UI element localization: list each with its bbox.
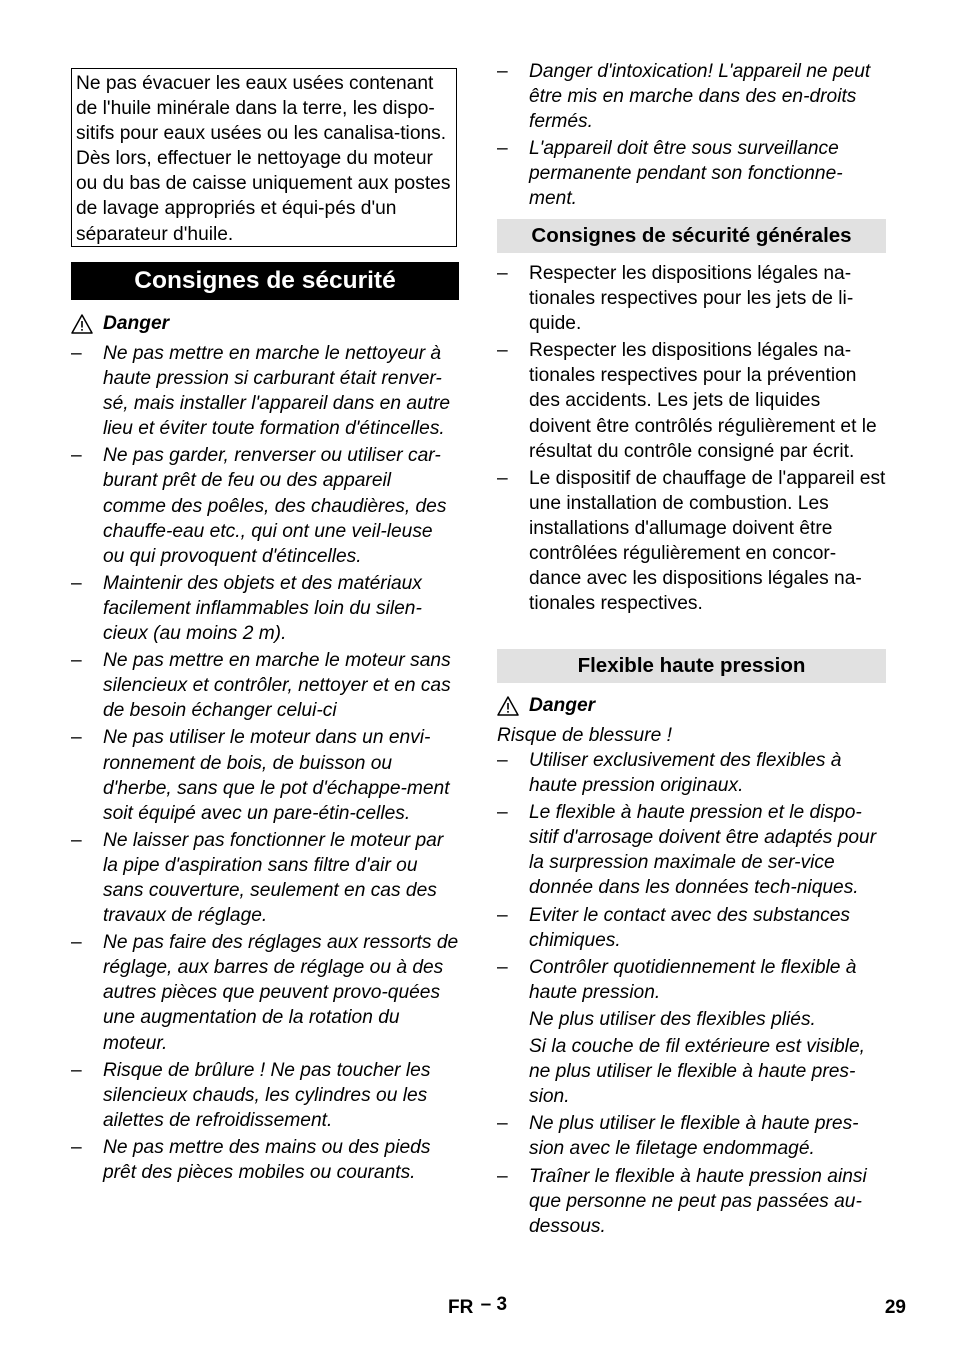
- list-item: – Ne pas utiliser le moteur dans un envi-ronnement de bois, de buisson ou d'herbe, sans que le pot d'échappe-ment soit équipé avec un pare-étin-celles.: [71, 727, 450, 824]
- list-item: – Le dispositif de chauffage de l'appareil est une installation de combustion. Les installations d'allumage doivent être contrôlées régulièrement en concor-dance avec les dispositions légales na-tionales respectives.: [497, 467, 886, 615]
- list-item: – Ne pas faire des réglages aux ressorts de réglage, aux barres de réglage ou à des autres pièces que peuvent provo-quées une augmentation de la rotation du moteur.: [71, 932, 459, 1054]
- list-item: – Risque de brûlure ! Ne pas toucher les silencieux chauds, les cylindres ou les ailettes de refroidissement.: [71, 1059, 431, 1131]
- general-safety-list: [497, 261, 886, 618]
- environment-notice-box: [71, 68, 457, 247]
- danger-label: [497, 694, 595, 718]
- safety-list: [71, 341, 459, 1187]
- list-item: – Ne pas mettre des mains ou des pieds prêt des pièces mobiles ou courants.: [71, 1136, 431, 1183]
- page-number: 29: [884, 1297, 906, 1318]
- list-item: – Contrôler quotidiennement le flexible à haute pression. Ne plus utiliser des flexibles pliés. Si la couche de fil extérieure est visible, ne plus utiliser le flexible à haute pres-sion.: [497, 955, 886, 1110]
- list-item: – Ne pas mettre en marche le moteur sans silencieux et contrôler, nettoyer et en cas de besoin échanger celui-ci: [71, 650, 451, 722]
- section-title-safety: Consignes de sécurité: [71, 262, 459, 300]
- list-item: – Le flexible à haute pression et le dispo-sitif d'arrosage doivent être adaptés pour la surpression maximale de ser-vice donnée dans les données tech-niques.: [497, 802, 877, 899]
- list-item: – Utiliser exclusivement des flexibles à haute pression originaux.: [497, 750, 842, 797]
- list-item: – Ne pas mettre en marche le nettoyeur à haute pression si carburant était renver-sé, mais installer l'appareil dans en autre lieu et éviter toute formation d'étincelles.: [71, 343, 451, 440]
- warning-triangle-icon: [497, 696, 519, 716]
- list-item: – Respecter les dispositions légales na-tionales respectives pour la prévention des accidents. Les jets de liquides doivent être contrôlés régulièrement et le résultat du contrôle consigné par écrit.: [497, 340, 877, 462]
- injury-risk-text: Risque de blessure !: [497, 725, 672, 746]
- list-item: – Ne pas garder, renverser ou utiliser car-burant prêt de feu ou des appareil comme des poêles, des chaudières, des chauffe-eau etc., qui ont une veil-leuse ou qui provoquent d'étincelles.: [71, 445, 447, 567]
- list-item-note: Ne plus utiliser des flexibles pliés.: [529, 1008, 816, 1030]
- list-item: – Danger d'intoxication! L'appareil ne peut être mis en marche dans des en-droits fermés.: [497, 61, 871, 133]
- list-item: – Maintenir des objets et des matériaux facilement inflammables loin du silen-cieux (au moins 2 m).: [71, 572, 422, 645]
- footer-section-number: – 3: [480, 1294, 508, 1315]
- list-item-note: Si la couche de fil extérieure est visible, ne plus utiliser le flexible à haute pres-sion.: [529, 1036, 865, 1108]
- list-item: – Eviter le contact avec des substances chimiques.: [497, 904, 851, 951]
- footer-language: [448, 1294, 508, 1319]
- list-item: – Ne laisser pas fonctionner le moteur par la pipe d'aspiration sans filtre d'air ou sans couverture, seulement en cas des travaux de réglage.: [71, 829, 444, 927]
- list-item: – Ne plus utiliser le flexible à haute pres-sion avec le filetage endommagé.: [497, 1113, 859, 1160]
- danger-label: [71, 312, 169, 336]
- list-item: – Respecter les dispositions légales na-tionales respectives pour les jets de li-quide.: [497, 263, 854, 335]
- list-item: – Traîner le flexible à haute pression ainsi que personne ne peut pas passées au-dessous.: [497, 1165, 867, 1237]
- list-item: – L'appareil doit être sous surveillance permanente pendant son fonctionne-ment.: [497, 138, 843, 210]
- general-safety-heading: Consignes de sécurité générales: [497, 219, 886, 253]
- footer-language-code: FR: [448, 1297, 474, 1318]
- hose-heading: Flexible haute pression: [497, 649, 886, 683]
- environment-notice-text: Ne pas évacuer les eaux usées contenant de l'huile minérale dans la terre, les dispo-sitifs pour eaux usées ou les canalisa-tions. Dès lors, effectuer le nettoyage du moteur ou du bas de caisse uniquement aux postes de lavage appropriés et équi-pés d'un séparateur d'huile.: [76, 73, 451, 245]
- warning-triangle-icon: [71, 314, 93, 334]
- danger-label-text: Danger: [103, 313, 170, 334]
- intoxication-list: [497, 59, 886, 214]
- danger-label-text: Danger: [529, 695, 596, 716]
- hose-list: [497, 748, 886, 1241]
